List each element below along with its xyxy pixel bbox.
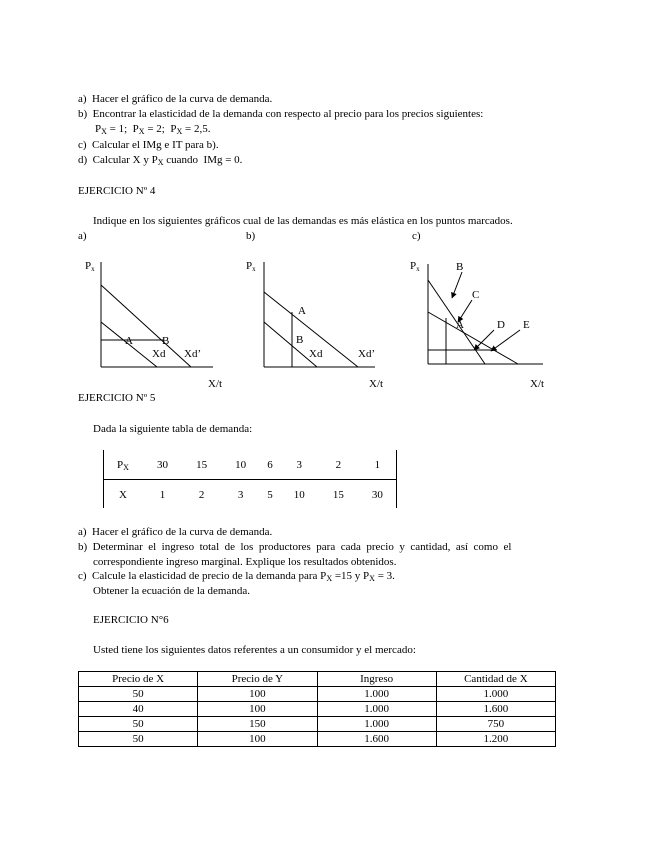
ex6-header-precio-x: Precio de X: [79, 672, 198, 687]
table-cell: 1.200: [436, 732, 555, 747]
ex5-x-cell: 5: [267, 488, 273, 501]
graph-a-pt-a: A: [125, 335, 133, 347]
graph-b-y-label: Px: [246, 260, 256, 273]
ex6-header-row: [79, 672, 556, 687]
ex4-graph-b-label: b): [246, 230, 256, 242]
table-row: [79, 717, 556, 732]
graph-c-pt-b: B: [456, 261, 464, 273]
ex5-px-label: $P_X$: [103, 450, 143, 480]
ex5-item-b-line2: correspondiente ingreso marginal. Explique los resultados obtenidos.: [93, 556, 397, 568]
ex5-px-cell: 10: [221, 450, 260, 480]
ex5-x-cell: 15: [332, 488, 344, 501]
ex5-instruction: Dada la siguiente tabla de demanda:: [93, 423, 253, 435]
table-cell: 750: [436, 717, 555, 732]
table-cell: 1.000: [317, 717, 436, 732]
graph-a-xd: Xd: [152, 348, 166, 360]
table-cell: 50: [79, 717, 198, 732]
table-cell: 40: [79, 702, 198, 717]
ex4-graphs: [0, 250, 655, 390]
table-row: [79, 732, 556, 747]
table-cell: 150: [198, 717, 317, 732]
graph-a-x-label: X/t: [208, 378, 223, 390]
table-cell: 100: [198, 732, 317, 747]
ex3-item-a: a) Hacer el gráfico de la curva de demanda.: [78, 93, 273, 105]
ex5-row-px: [103, 450, 397, 480]
table-cell: 1.000: [436, 687, 555, 702]
graph-b-x-label: X/t: [369, 378, 384, 390]
ex5-px-cell: 6: [260, 450, 280, 480]
ex3-item-d: d) Calcular X y $P_X$ cuando IMg = 0.: [78, 154, 243, 167]
ex5-item-c: c) Calcule la elasticidad de precio de la demanda para $P_X =15$ y $P_X = 3$.: [78, 570, 395, 583]
table-row: [79, 687, 556, 702]
ex5-x-cell: 2: [198, 488, 205, 501]
ex6-header-precio-y: Precio de Y: [198, 672, 317, 687]
graph-c-x-label: X/t: [530, 378, 545, 390]
table-cell: 100: [198, 687, 317, 702]
ex6-data-table: [78, 671, 556, 747]
table-cell: 1.600: [317, 732, 436, 747]
graph-b-xd2: Xd’: [358, 348, 376, 360]
table-cell: 100: [198, 702, 317, 717]
ex5-item-a: a) Hacer el gráfico de la curva de demanda.: [78, 526, 273, 538]
graph-b-pt-b: B: [296, 334, 304, 346]
graph-c-axes: [428, 264, 543, 364]
table-row: [79, 702, 556, 717]
ex5-px-cell: 3: [280, 450, 319, 480]
ex4-graph-a-label: a): [78, 230, 87, 242]
graph-b-pt-a: A: [298, 305, 306, 317]
ex5-x-cell: 30: [371, 488, 383, 501]
ex3-item-c: c) Calcular el IMg e IT para b).: [78, 139, 219, 151]
graph-c-pt-a: A: [456, 319, 464, 331]
graph-c-arrow-b: [452, 272, 462, 298]
table-cell: 50: [79, 687, 198, 702]
graph-c-pt-d: D: [497, 319, 505, 331]
graph-c-pt-c: C: [472, 289, 480, 301]
graph-c-y-label: Px: [410, 260, 420, 273]
graph-a-pt-b: B: [162, 335, 170, 347]
ex4-instruction: Indique en los siguientes gráficos cual de las demandas es más elástica en los puntos marcados.: [93, 215, 513, 227]
graph-c-arrow-e: [491, 330, 520, 351]
ex5-item-c-line2: Obtener la ecuación de la demanda.: [93, 585, 250, 597]
ex5-px-cell: 2: [319, 450, 358, 480]
ex6-title: EJERCICIO N°6: [93, 614, 169, 626]
ex5-x-cell: 3: [237, 488, 244, 501]
graph-b-xd: Xd: [309, 348, 323, 360]
ex6-header-cantidad-x: Cantidad de X: [436, 672, 555, 687]
ex5-title: EJERCICIO Nº 5: [78, 392, 156, 404]
ex3-item-b-prices: $P_X = 1$; $P_X = 2$; $P_X = 2,5$.: [95, 123, 211, 136]
graph-a-curve-xd2: [101, 285, 191, 367]
ex3-item-b: b) Encontrar la elasticidad de la demanda con respecto al precio para los precios siguientes:: [78, 108, 484, 120]
table-cell: 1.000: [317, 702, 436, 717]
table-cell: 1.000: [317, 687, 436, 702]
ex6-header-ingreso: Ingreso: [317, 672, 436, 687]
ex5-x-cell: 1: [159, 488, 166, 501]
ex5-x-cell: 10: [293, 488, 305, 501]
graph-c-pt-e: E: [523, 319, 530, 331]
ex5-x-label: X: [119, 488, 127, 501]
ex5-px-cell: 30: [143, 450, 182, 480]
ex6-instruction: Usted tiene los siguientes datos referentes a un consumidor y el mercado:: [93, 644, 416, 656]
ex5-demand-table: [103, 450, 397, 509]
table-cell: 1.600: [436, 702, 555, 717]
ex4-title: EJERCICIO Nº 4: [78, 185, 156, 197]
ex5-row-x: [103, 480, 397, 510]
graph-a-y-label: Px: [85, 260, 95, 273]
ex4-graph-c-label: c): [412, 230, 421, 242]
graph-a-xd2: Xd’: [184, 348, 202, 360]
ex5-px-cell: 1: [358, 450, 397, 480]
ex5-px-cell: 15: [182, 450, 221, 480]
graph-b-curve-xd: [264, 322, 317, 367]
table-cell: 50: [79, 732, 198, 747]
ex5-item-b-line1: b) Determinar el ingreso total de los productores para cada precio y cantidad, así como el: [78, 541, 512, 553]
